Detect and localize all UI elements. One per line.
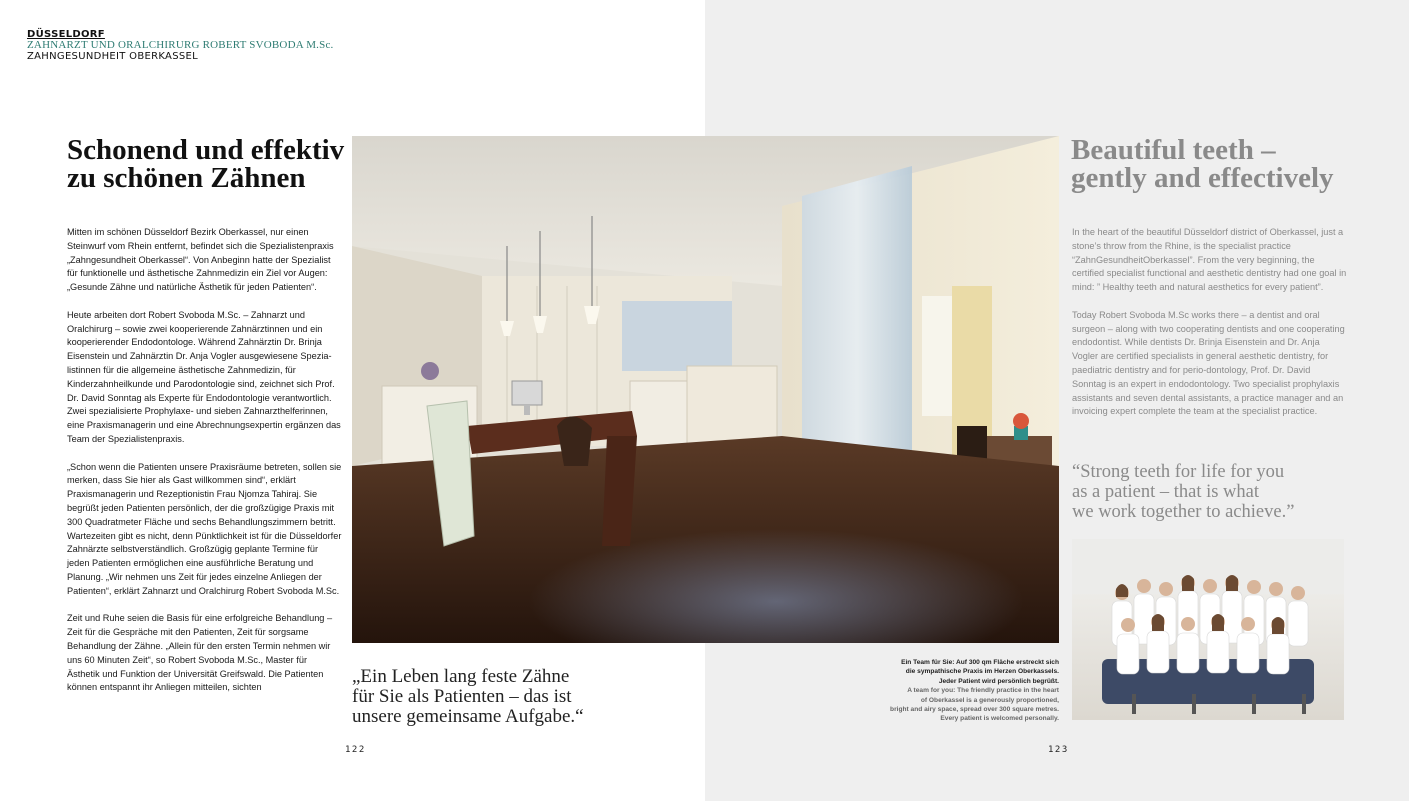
english-quote-line3: we work together to achieve.” [1072,502,1295,522]
photo-caption [860,658,1059,724]
english-paragraph: In the heart of the beautiful Düsseldorf district of Oberkassel, just a stone’s throw from the Rhine, is the specialist practice “ZahnGesundheitOberkassel”. From the very beginning, the certified specialist functional and aesthetic dentistry had one goal in mind: ” Healthy teeth and natural aesthetics for every patient”. [1072,227,1347,293]
german-pull-quote [352,667,652,727]
german-quote-line3: unsere gemeinsame Aufgabe.“ [352,706,584,727]
office-interior-photo [352,136,1059,643]
english-quote-line2: as a patient – that is what [1072,482,1260,502]
caption-english [860,686,1059,724]
english-paragraph: Today Robert Svoboda M.Sc works there – a dentist and oral surgeon – along with two cooperating dentists and one cooperating endodontist. While dentists Dr. Brinja Eisenstein and Dr. Anja Vogler are certified specialists in general aesthetic dentistry, for paediatric dentistry and for perio-dontology, Prof. Dr. David Sonntag is an expert in endodontology. Two specialist prophylaxis assistants and seven dental assistants, a practice manager and an invoicing expert complete the team at the specialist practice. [1072,309,1345,417]
english-quote-line1: “Strong teeth for life for you [1072,462,1285,482]
caption-line: bright and airy space, spread over 300 square metres. [890,706,1059,714]
caption-line: Jeder Patient wird persönlich begrüßt. [938,677,1059,685]
page-number-right: 123 [1048,745,1069,755]
german-headline-line2: zu schönen Zähnen [67,162,306,194]
english-headline-line2: gently and effectively [1071,162,1334,194]
german-paragraph: Heute arbeiten dort Robert Svoboda M.Sc. – Zahnarzt und Oralchirurg – sowie zwei kooperierende Zahnärztinnen und ein kooperierender Endodontologe. Während Zahnärztin Dr. Brinja Eisenstein und Zahnärztin Dr. Anja Vogler ausgewiesene Spezialistinnen für die allgemeine ästhetische Zahnmedizin, für Kinderzahnheilkunde und Parodontologie sind, zeichnet sich Prof. Dr. David Sonntag als Experte für Endodontologie verantwortlich. Zwei spezialisierte Prophylaxe- und sieben Zahnarzthelferinnen, eine Praxismanagerin und eine Abrechnungsexpertin ergänzen das Team der Spezialistenpraxis. [67,309,341,444]
caption-german [860,658,1059,686]
german-body-text [67,226,342,709]
english-body-text [1072,226,1347,433]
english-headline-line1: Beautiful teeth – [1071,134,1276,166]
caption-line: Ein Team für Sie: Auf 300 qm Fläche erstreckt sich [901,659,1059,666]
german-paragraph: Zeit und Ruhe seien die Basis für eine erfolgreiche Behandlung – Zeit für die Gespräche mit den Patienten, Zeit für sorgsame Behandlung der Zähne. „Allein für den ersten Termin nehmen wir uns 60 Minuten Zeit“, so Robert Svoboda M.Sc., Master für Ästhetik und Funktion der Universität Greifswald. Die Patienten können entspannt ihr Anliegen mitteilen, sichten [67,613,333,693]
header-subtitle: ZAHNGESUNDHEIT OBERKASSEL [27,51,198,62]
english-headline [1071,136,1371,192]
german-headline [67,136,352,192]
german-quote-line1: „Ein Leben lang feste Zähne [352,666,570,687]
caption-line: of Oberkassel is a generously proportioned, [920,696,1059,704]
page-number-left: 122 [345,745,366,755]
team-photo-illustration [1072,539,1344,720]
office-interior-illustration [352,136,1059,643]
team-photo [1072,539,1344,720]
caption-line: A team for you: The friendly practice in the heart [907,687,1059,695]
german-headline-line1: Schonend und effektiv [67,134,345,166]
german-paragraph: „Schon wenn die Patienten unsere Praxisräume betreten, sollen sie merken, dass Sie hier als Gast willkommen sind“, erklärt Praxismanagerin und Rezeptionistin Frau Njomza Tahiraj. Sie begrüßt jeden Patienten persönlich, der die großzügige Praxis mit 300 Quadratmeter Fläche und sechs Behandlungszimmern betritt. Wartezeiten gibt es nicht, denn Pünktlichkeit ist für die Düsseldorfer Zahnärzte selbstverständlich. Großzügig geplante Termine für jeden Patienten ermöglichen eine ausführliche Beratung und Planung. „Wir nehmen uns Zeit für jedes einzelne Anliegen der Patienten“, erklärt Zahnarzt und Oralchirurg Robert Svoboda M.Sc. [67,461,342,596]
english-pull-quote [1072,462,1362,522]
caption-line: die sympathische Praxis im Herzen Oberkassels. [905,668,1059,676]
header-city: DÜSSELDORF [27,29,105,40]
german-paragraph: Mitten im schönen Düsseldorf Bezirk Oberkassel, nur einen Steinwurf vom Rhein entfernt, befindet sich die Spezialistenpraxis „Zahngesundheit Oberkassel“. Von Anbeginn hatte der Spezialist für funktionelle und ästhetische Zahnmedizin ein Ziel vor Augen: „Gesunde Zähne und natürliche Ästhetik für jeden Patienten“. [67,227,334,293]
page-header [27,29,333,62]
german-quote-line2: für Sie als Patienten – das ist [352,686,572,707]
caption-line: Every patient is welcomed personally. [940,715,1059,723]
header-practice-name: ZAHNARZT UND ORALCHIRURG ROBERT SVOBODA M.Sc. [27,39,334,51]
